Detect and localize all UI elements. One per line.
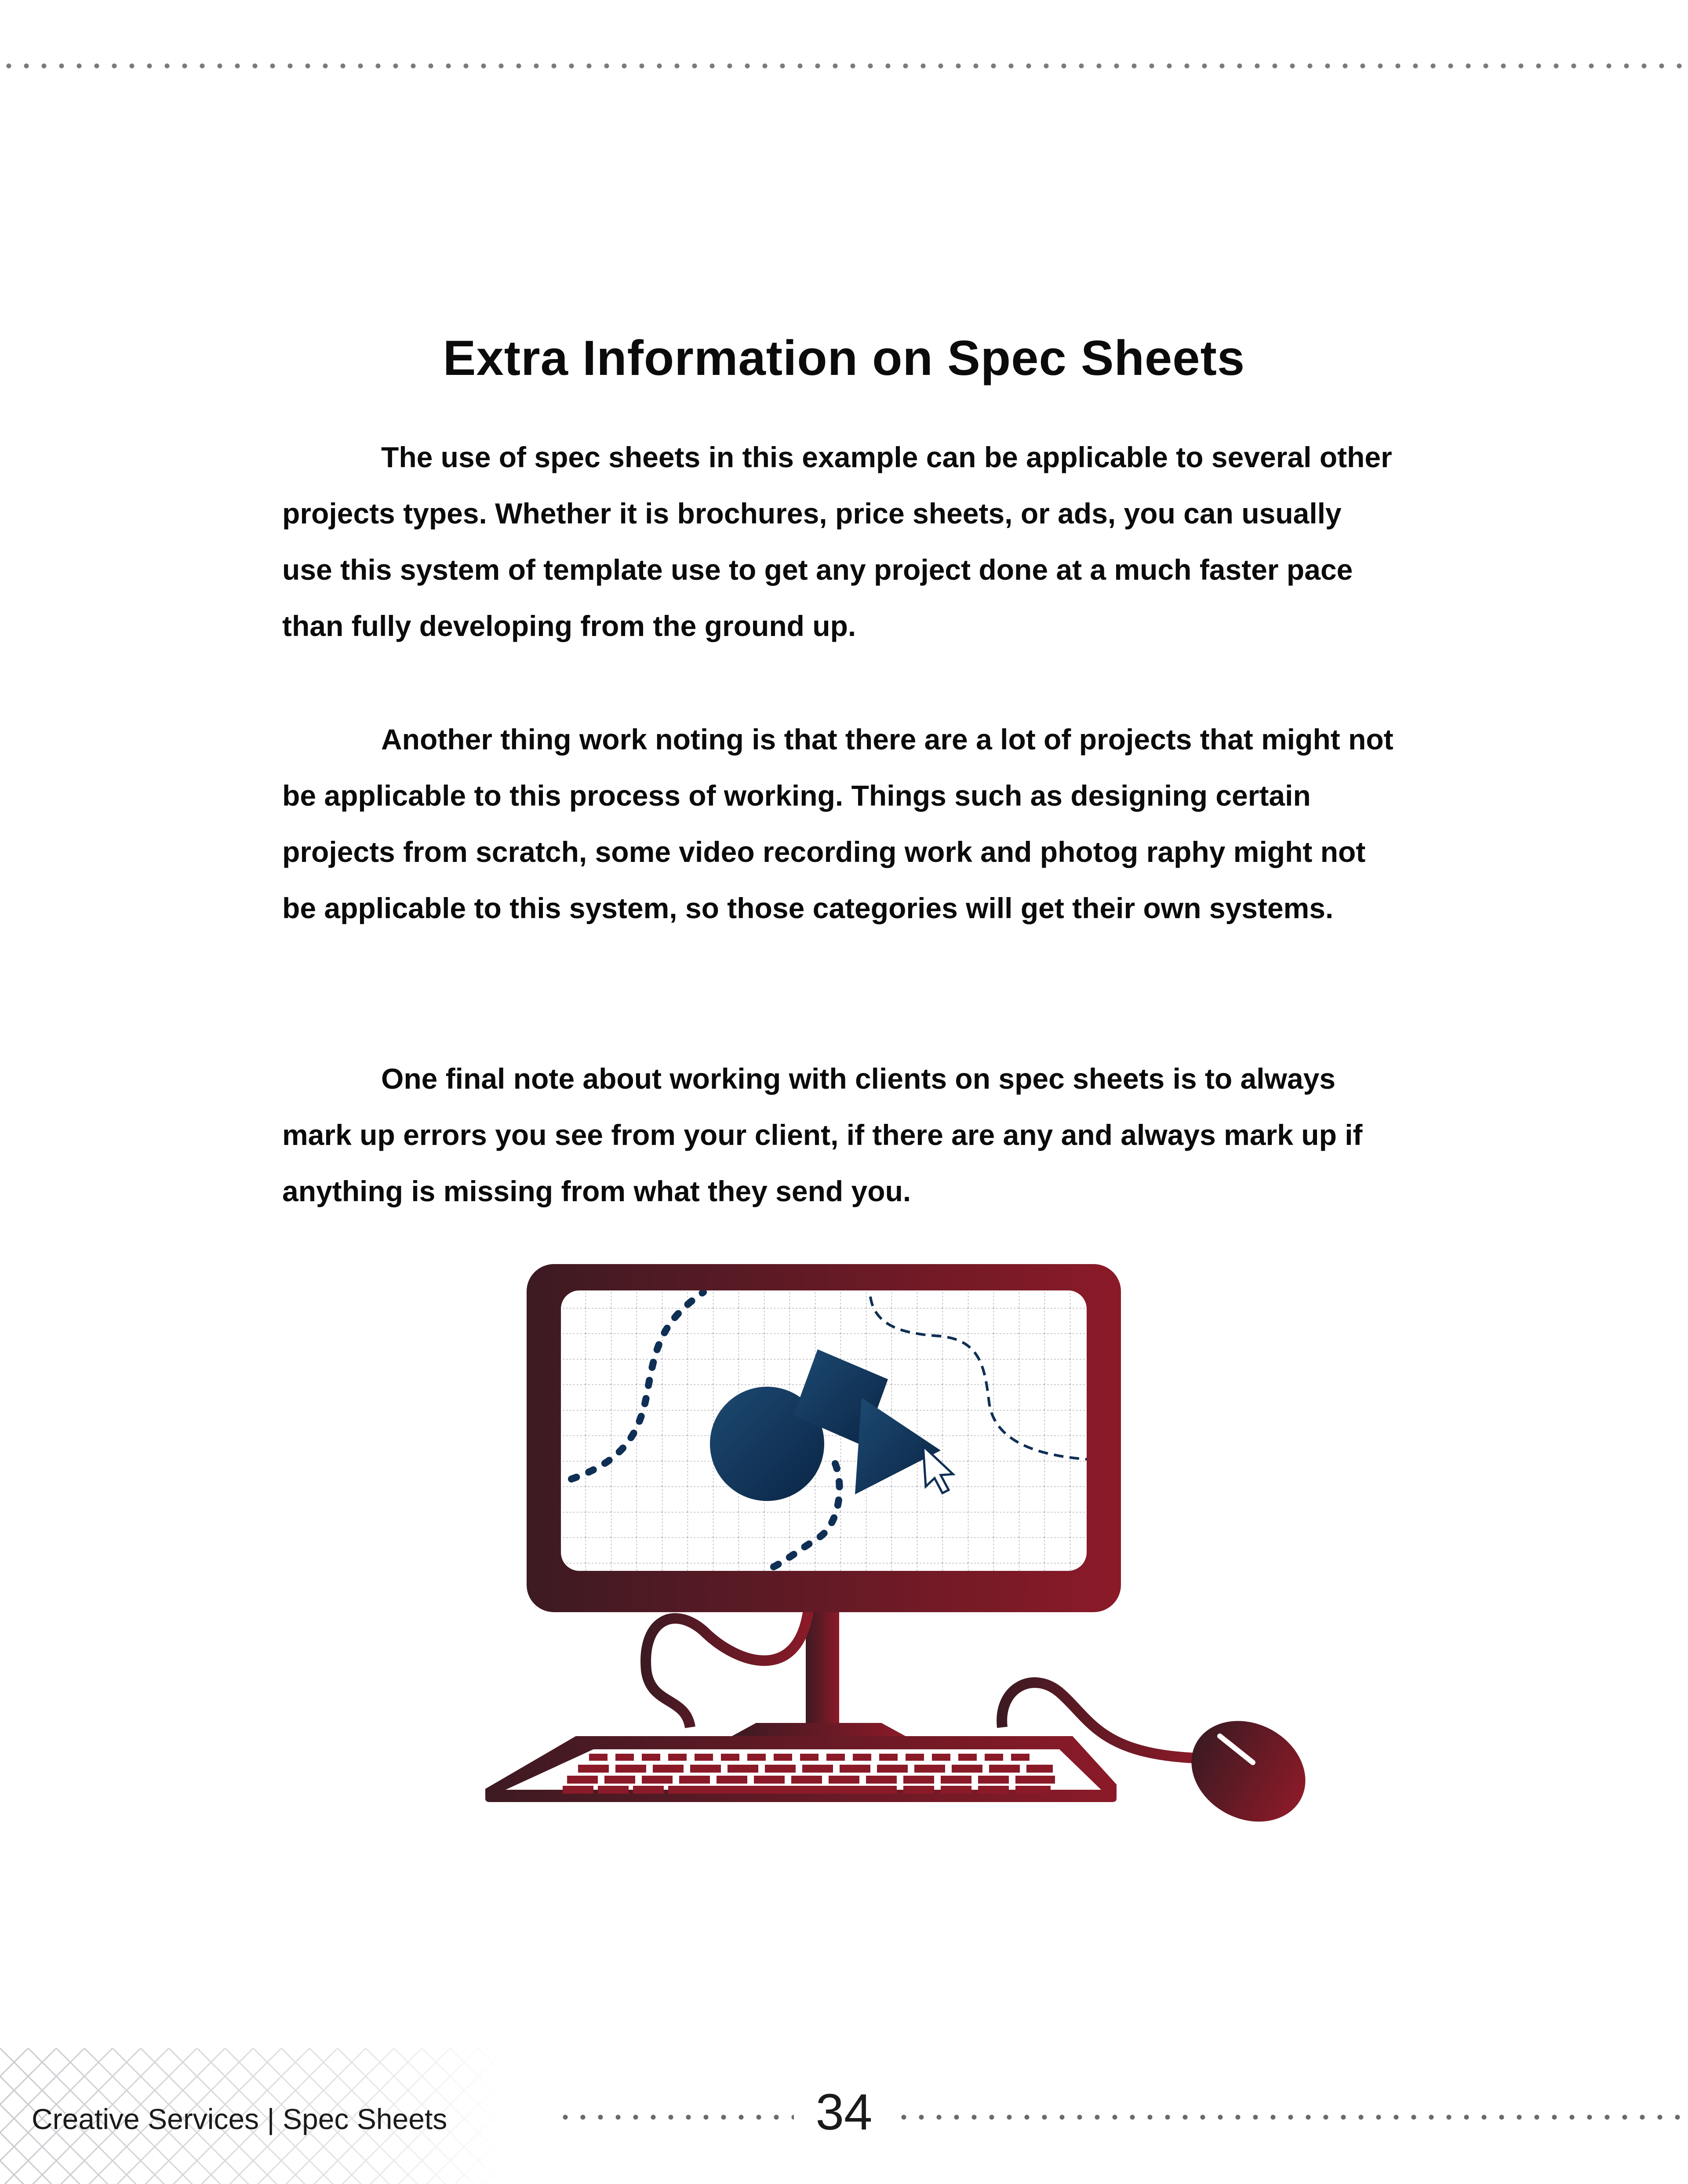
footer-dotted-rule-right	[895, 2112, 1688, 2122]
paragraph-1: The use of spec sheets in this example can be applicable to several other projects types. Whether it is brochures, price sheets, or ads, you can usually use this system of template use to get any project done at a much faster pace than fully developing from the ground up.	[282, 441, 1392, 642]
page-title: Extra Information on Spec Sheets	[443, 331, 1245, 386]
footer-label: Creative Services | Spec Sheets	[32, 2103, 447, 2135]
computer-monitor-icon	[527, 1264, 1196, 1758]
page-number: 34	[815, 2083, 873, 2140]
computer-illustration	[484, 1257, 1319, 1903]
footer-dotted-rule-left	[557, 2112, 794, 2122]
top-dotted-rule	[0, 61, 1688, 71]
mouse-icon	[1174, 1701, 1319, 1841]
keyboard-icon	[485, 1736, 1117, 1802]
paragraph-2: Another thing work noting is that there are a lot of projects that might not be applicable to this process of working. Things such as designing certain projects from scratch, some video recording work and photog raphy might not be applicable to this system, so those categories will get their own systems.	[282, 723, 1393, 924]
paragraph-3: One final note about working with clients on spec sheets is to always mark up errors you see from your client, if there are any and always mark up if anything is missing from what they send you.	[282, 1062, 1363, 1207]
